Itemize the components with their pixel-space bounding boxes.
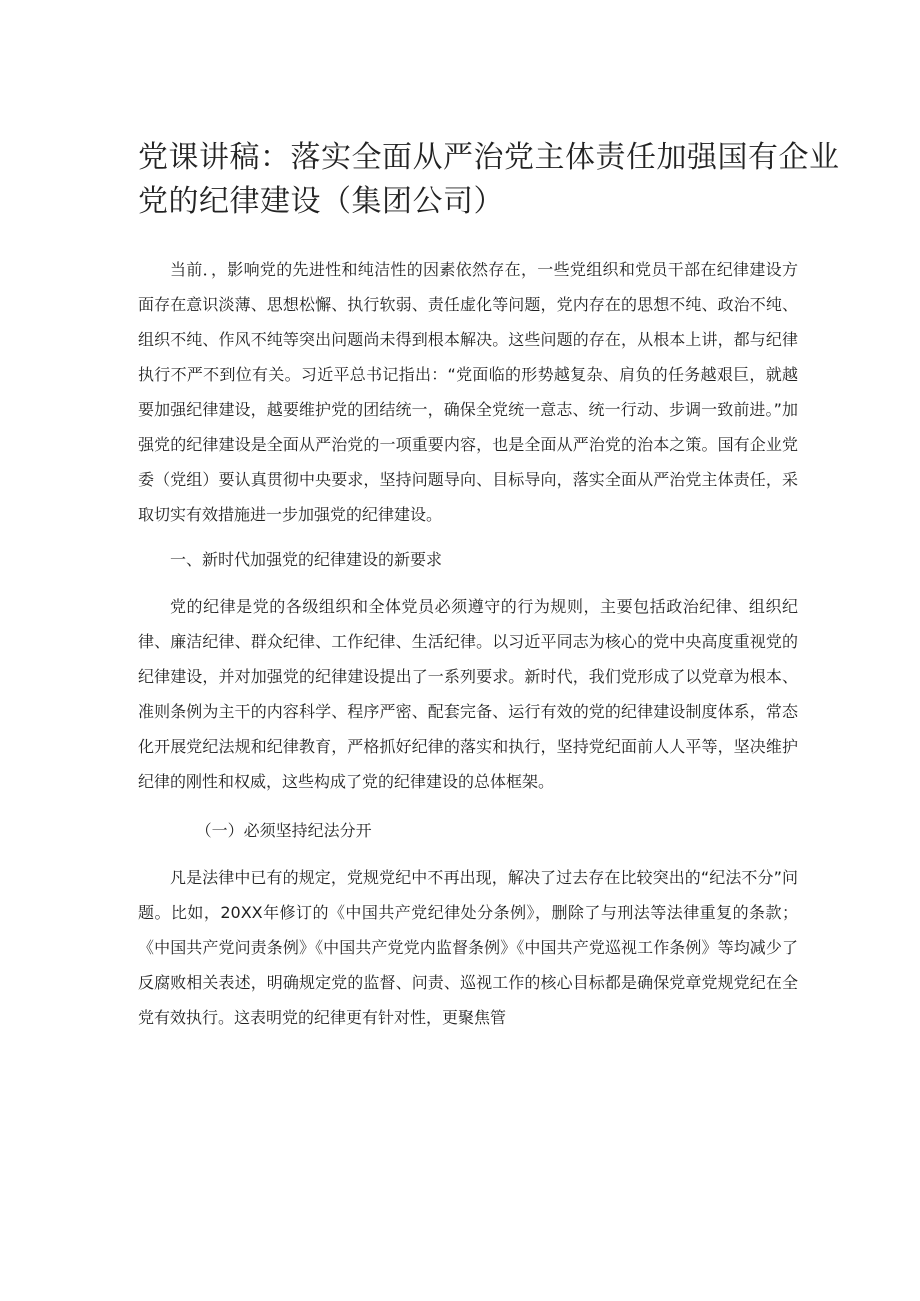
- subsection-heading-1: （一）必须坚持纪法分开: [195, 821, 372, 840]
- document-title: [138, 136, 840, 224]
- title-line-1: 党课讲稿：落实全面从严治党主体责任加强国有企业: [138, 140, 840, 175]
- section-1-paragraph: 党的纪律是党的各级组织和全体党员必须遵守的行为规则，主要包括政治纪律、组织纪律、廉洁纪律、群众纪律、工作纪律、生活纪律。以习近平同志为核心的党中央高度重视党的纪律建设，并对加强党的纪律建设提出了一系列要求。新时代，我们党形成了以党章为根本、准则条例为主干的内容科学、程序严密、配套完备、运行有效的党的纪律建设制度体系，常态化开展党纪法规和纪律教育，严格抓好纪律的落实和执行，坚持党纪面前人人平等，坚决维护纪律的刚性和权威，这些构成了党的纪律建设的总体框架。: [138, 597, 798, 791]
- document-body: [138, 252, 798, 1035]
- subsection-1-paragraph: 凡是法律中已有的规定，党规党纪中不再出现，解决了过去存在比较突出的“纪法不分”问题。比如，20XX年修订的《中国共产党纪律处分条例》，删除了与刑法等法律重复的条款；《中国共产党问责条例》《中国共产党党内监督条例》《中国共产党巡视工作条例》等均减少了反腐败相关表述，明确规定党的监督、问责、巡视工作的核心目标都是确保党章党规党纪在全党有效执行。这表明党的纪律更有针对性，更聚焦管: [138, 868, 798, 1027]
- title-line-2: 党的纪律建设（集团公司）: [138, 184, 504, 219]
- section-heading-1: 一、新时代加强党的纪律建设的新要求: [170, 550, 443, 569]
- intro-paragraph: 当前．，影响党的先进性和纯洁性的因素依然存在，一些党组织和党员干部在纪律建设方面存在意识淡薄、思想松懈、执行软弱、责任虚化等问题，党内存在的思想不纯、政治不纯、组织不纯、作风不纯等突出问题尚未得到根本解决。这些问题的存在，从根本上讲，都与纪律执行不严不到位有关。习近平总书记指出：“党面临的形势越复杂、肩负的任务越艰巨，就越要加强纪律建设，越要维护党的团结统一，确保全党统一意志、统一行动、步调一致前进。”加强党的纪律建设是全面从严治党的一项重要内容，也是全面从严治党的治本之策。国有企业党委（党组）要认真贯彻中央要求，坚持问题导向、目标导向，落实全面从严治党主体责任，采取切实有效措施进一步加强党的纪律建设。: [138, 260, 798, 524]
